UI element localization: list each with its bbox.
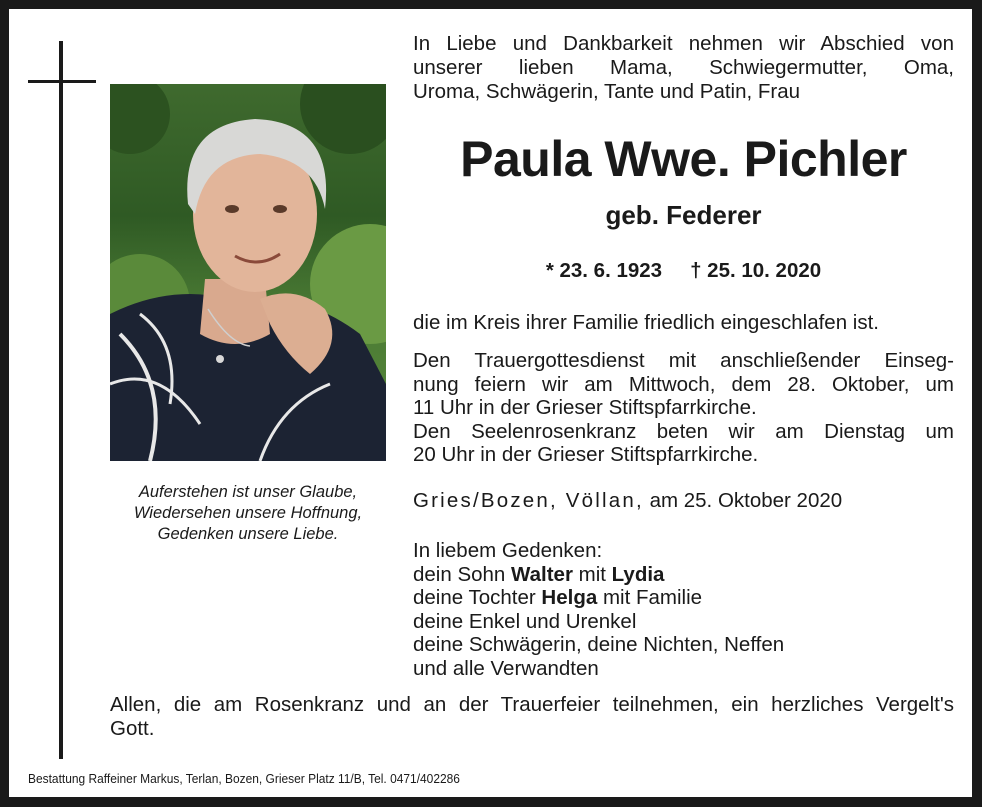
notice-date: am 25. Oktober 2020 bbox=[649, 489, 843, 512]
service-line: Den Seelenrosenkranz beten wir am Dienstag um bbox=[413, 419, 954, 443]
memorial-line: und alle Verwandten bbox=[413, 656, 599, 680]
obituary-notice bbox=[9, 9, 972, 797]
memorial-line: deine Enkel und Urenkel bbox=[413, 609, 637, 633]
intro-text bbox=[413, 32, 954, 104]
service-info bbox=[413, 349, 954, 467]
son-name: Walter bbox=[511, 562, 573, 586]
funeral-home-footer: Bestattung Raffeiner Markus, Terlan, Bozen, Grieser Platz 11/B, Tel. 0471/402286 bbox=[28, 771, 460, 786]
text: dein Sohn bbox=[413, 562, 506, 586]
motto-line: Auferstehen ist unser Glaube, bbox=[138, 483, 358, 501]
cross-icon bbox=[59, 41, 63, 759]
motto-line: Wiedersehen unsere Hoffnung, bbox=[133, 504, 363, 522]
thanks-text bbox=[110, 693, 954, 741]
memorial-line-daughter bbox=[413, 586, 954, 610]
portrait-photo bbox=[110, 84, 386, 461]
intro-line: Uroma, Schwägerin, Tante und Patin, Frau bbox=[413, 80, 801, 103]
text: deine Tochter bbox=[413, 586, 536, 609]
death-date: † 25. 10. 2020 bbox=[690, 259, 822, 282]
place-date bbox=[413, 489, 954, 513]
thanks-line: Allen, die am Rosenkranz und an der Trauerfeier teilnehmen, ein herzliches Vergelt's bbox=[110, 693, 954, 716]
service-line: nung feiern wir am Mittwoch, dem 28. Oktober, um bbox=[413, 372, 954, 396]
deceased-name: Paula Wwe. Pichler bbox=[460, 131, 907, 187]
thanks-line: Gott. bbox=[110, 717, 155, 740]
service-line: 20 Uhr in der Grieser Stiftspfarrkirche. bbox=[413, 443, 759, 466]
life-dates bbox=[413, 258, 954, 284]
text: mit Familie bbox=[602, 586, 703, 609]
maiden-name: geb. Federer bbox=[605, 200, 762, 230]
service-line: 11 Uhr in der Grieser Stiftspfarrkirche. bbox=[413, 396, 757, 419]
passing-text: die im Kreis ihrer Familie friedlich eingeschlafen ist. bbox=[413, 311, 879, 334]
motto-line: Gedenken unsere Liebe. bbox=[157, 525, 339, 543]
text: mit bbox=[578, 562, 606, 586]
memorial-line: deine Schwägerin, deine Nichten, Neffen bbox=[413, 633, 785, 656]
service-line: Den Trauergottesdienst mit anschließender Einseg- bbox=[413, 349, 954, 372]
motto bbox=[110, 482, 386, 545]
son-partner-name: Lydia bbox=[611, 562, 665, 586]
intro-line: unserer lieben Mama, Schwiegermutter, Oma, bbox=[413, 56, 954, 79]
cross-icon-bar bbox=[28, 80, 96, 83]
birth-date: * 23. 6. 1923 bbox=[545, 259, 663, 282]
daughter-name: Helga bbox=[541, 586, 598, 609]
intro-line: In Liebe und Dankbarkeit nehmen wir Abschied von bbox=[413, 32, 954, 55]
memorial-list bbox=[413, 539, 954, 680]
memorial-heading: In liebem Gedenken: bbox=[413, 539, 603, 562]
memorial-line-son bbox=[413, 563, 954, 587]
place-name: Gries/Bozen, Völlan, bbox=[413, 489, 644, 512]
